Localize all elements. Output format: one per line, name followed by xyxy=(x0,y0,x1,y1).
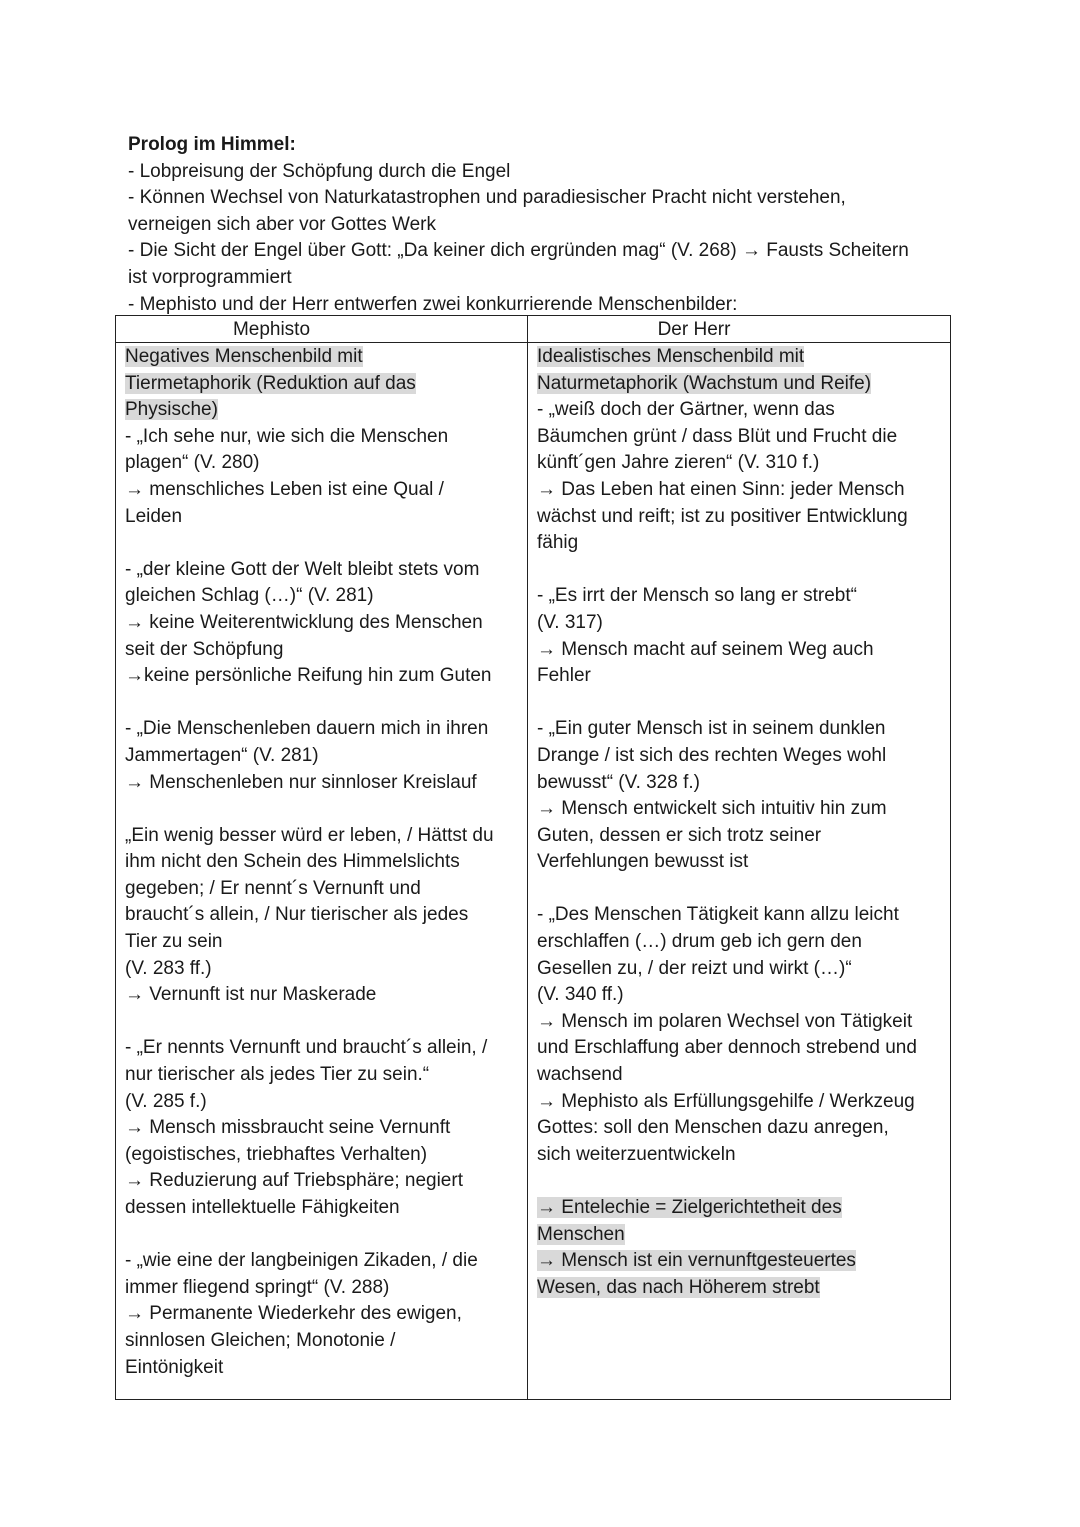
conclusion-line: →keine persönliche Reifung hin zum Guten xyxy=(125,665,492,687)
highlighted-text: Idealistisches Menschenbild mit xyxy=(537,346,805,367)
conclusion-line: → Das Leben hat einen Sinn: jeder Mensch xyxy=(537,478,905,500)
conclusion-line: → Mensch missbraucht seine Vernunft xyxy=(125,1117,451,1139)
quote-line: Bäumchen grünt / dass Blüt und Frucht die xyxy=(537,425,898,447)
quote-line: ihm nicht den Schein des Himmelslichts xyxy=(125,851,460,873)
conclusion-line: → Permanente Wiederkehr des ewigen, xyxy=(125,1303,462,1325)
intro-section xyxy=(128,132,958,318)
column-divider xyxy=(527,316,528,1399)
section-title: Prolog im Himmel: xyxy=(128,134,296,155)
highlighted-text: Menschen xyxy=(537,1223,625,1245)
quote-line: künft´gen Jahre zieren“ (V. 310 f.) xyxy=(537,452,820,474)
quote-line: - „Des Menschen Tätigkeit kann allzu leicht xyxy=(537,904,899,926)
conclusion-line: → Mensch macht auf seinem Weg auch xyxy=(537,638,874,660)
intro-line: ist vorprogrammiert xyxy=(128,266,292,288)
conclusion-line: → Reduzierung auf Triebsphäre; negiert xyxy=(125,1170,463,1192)
column-mephisto xyxy=(125,344,521,1381)
conclusion-line: → Mephisto als Erfüllungsgehilfe / Werkzeug xyxy=(537,1090,915,1112)
conclusion-line: → menschliches Leben ist eine Qual / xyxy=(125,478,444,500)
column-header-der-herr: Der Herr xyxy=(657,319,731,340)
conclusion-line: → Mensch entwickelt sich intuitiv hin zum xyxy=(537,798,887,820)
highlighted-text: Naturmetaphorik (Wachstum und Reife) xyxy=(537,372,872,394)
conclusion-line: seit der Schöpfung xyxy=(125,638,284,660)
conclusion-line: → keine Weiterentwicklung des Menschen xyxy=(125,611,483,633)
quote-line: Drange / ist sich des rechten Weges wohl xyxy=(537,744,887,766)
conclusion-line: → Vernunft ist nur Maskerade xyxy=(125,984,377,1006)
conclusion-line: wachsend xyxy=(537,1064,623,1086)
conclusion-line: Eintönigkeit xyxy=(125,1356,224,1378)
quote-line: Tier zu sein xyxy=(125,931,223,953)
highlighted-text: → Mensch ist ein vernunftgesteuertes xyxy=(537,1250,856,1272)
quote-line: - „weiß doch der Gärtner, wenn das xyxy=(537,399,835,421)
header-divider xyxy=(116,342,950,343)
conclusion-line: → Menschenleben nur sinnloser Kreislauf xyxy=(125,771,477,793)
quote-line: - „Er nennts Vernunft und braucht´s allein, / xyxy=(125,1037,488,1059)
quote-line: gleichen Schlag (…)“ (V. 281) xyxy=(125,585,374,607)
column-header-mephisto: Mephisto xyxy=(232,319,311,340)
highlighted-text: → Entelechie = Zielgerichtetheit des xyxy=(537,1197,842,1218)
quote-line: nur tierischer als jedes Tier zu sein.“ xyxy=(125,1064,430,1086)
quote-line: (V. 283 ff.) xyxy=(125,957,212,979)
quote-line: braucht´s allein, / Nur tierischer als jedes xyxy=(125,904,469,926)
quote-line: (V. 285 f.) xyxy=(125,1090,207,1112)
quote-line: Jammertagen“ (V. 281) xyxy=(125,744,319,766)
quote-line: (V. 317) xyxy=(537,611,603,633)
conclusion-line: fähig xyxy=(537,532,579,554)
intro-line: - Können Wechsel von Naturkatastrophen und paradiesischer Pracht nicht verstehen, xyxy=(128,187,846,209)
quote-line: - „Es irrt der Mensch so lang er strebt“ xyxy=(537,585,857,607)
quote-line: - „Ich sehe nur, wie sich die Menschen xyxy=(125,425,449,447)
quote-line: „Ein wenig besser würd er leben, / Hättst du xyxy=(125,824,494,846)
quote-line: (V. 340 ff.) xyxy=(537,984,624,1006)
highlighted-text: Physische) xyxy=(125,399,218,421)
conclusion-line: Guten, dessen er sich trotz seiner xyxy=(537,824,822,846)
conclusion-line: und Erschlaffung aber dennoch strebend und xyxy=(537,1037,917,1059)
column-der-herr xyxy=(537,344,945,1301)
quote-line: bewusst“ (V. 328 f.) xyxy=(537,771,700,793)
conclusion-line: Gottes: soll den Menschen dazu anregen, xyxy=(537,1117,889,1139)
conclusion-line: Verfehlungen bewusst ist xyxy=(537,851,749,873)
conclusion-line: sich weiterzuentwickeln xyxy=(537,1143,736,1165)
conclusion-line: dessen intellektuelle Fähigkeiten xyxy=(125,1197,400,1218)
conclusion-line: → Mensch im polaren Wechsel von Tätigkeit xyxy=(537,1010,913,1032)
quote-line: - „wie eine der langbeinigen Zikaden, / die xyxy=(125,1250,478,1272)
quote-line: - „Ein guter Mensch ist in seinem dunklen xyxy=(537,718,886,740)
intro-line: - Mephisto und der Herr entwerfen zwei konkurrierende Menschenbilder: xyxy=(128,293,738,315)
intro-line: - Die Sicht der Engel über Gott: „Da keiner dich ergründen mag“ (V. 268) → Fausts Scheitern xyxy=(128,240,909,262)
quote-line: - „der kleine Gott der Welt bleibt stets vom xyxy=(125,558,480,580)
quote-line: Gesellen zu, / der reizt und wirkt (…)“ xyxy=(537,957,852,979)
quote-line: erschlaffen (…) drum geb ich gern den xyxy=(537,931,862,953)
conclusion-line: (egoistisches, triebhaftes Verhalten) xyxy=(125,1143,428,1165)
quote-line: - „Die Menschenleben dauern mich in ihren xyxy=(125,718,489,740)
intro-line: verneigen sich aber vor Gottes Werk xyxy=(128,213,437,235)
quote-line: gegeben; / Er nennt´s Vernunft und xyxy=(125,877,421,899)
highlighted-text: Wesen, das nach Höherem strebt xyxy=(537,1276,820,1298)
quote-line: plagen“ (V. 280) xyxy=(125,452,260,474)
highlighted-text: Tiermetaphorik (Reduktion auf das xyxy=(125,372,416,394)
conclusion-line: Leiden xyxy=(125,505,183,527)
quote-line: immer fliegend springt“ (V. 288) xyxy=(125,1276,390,1298)
highlighted-text: Negatives Menschenbild mit xyxy=(125,346,363,367)
intro-line: - Lobpreisung der Schöpfung durch die Engel xyxy=(128,160,511,182)
conclusion-line: sinnlosen Gleichen; Monotonie / xyxy=(125,1329,396,1351)
conclusion-line: Fehler xyxy=(537,665,591,687)
comparison-table xyxy=(115,315,951,1400)
conclusion-line: wächst und reift; ist zu positiver Entwicklung xyxy=(537,505,908,527)
